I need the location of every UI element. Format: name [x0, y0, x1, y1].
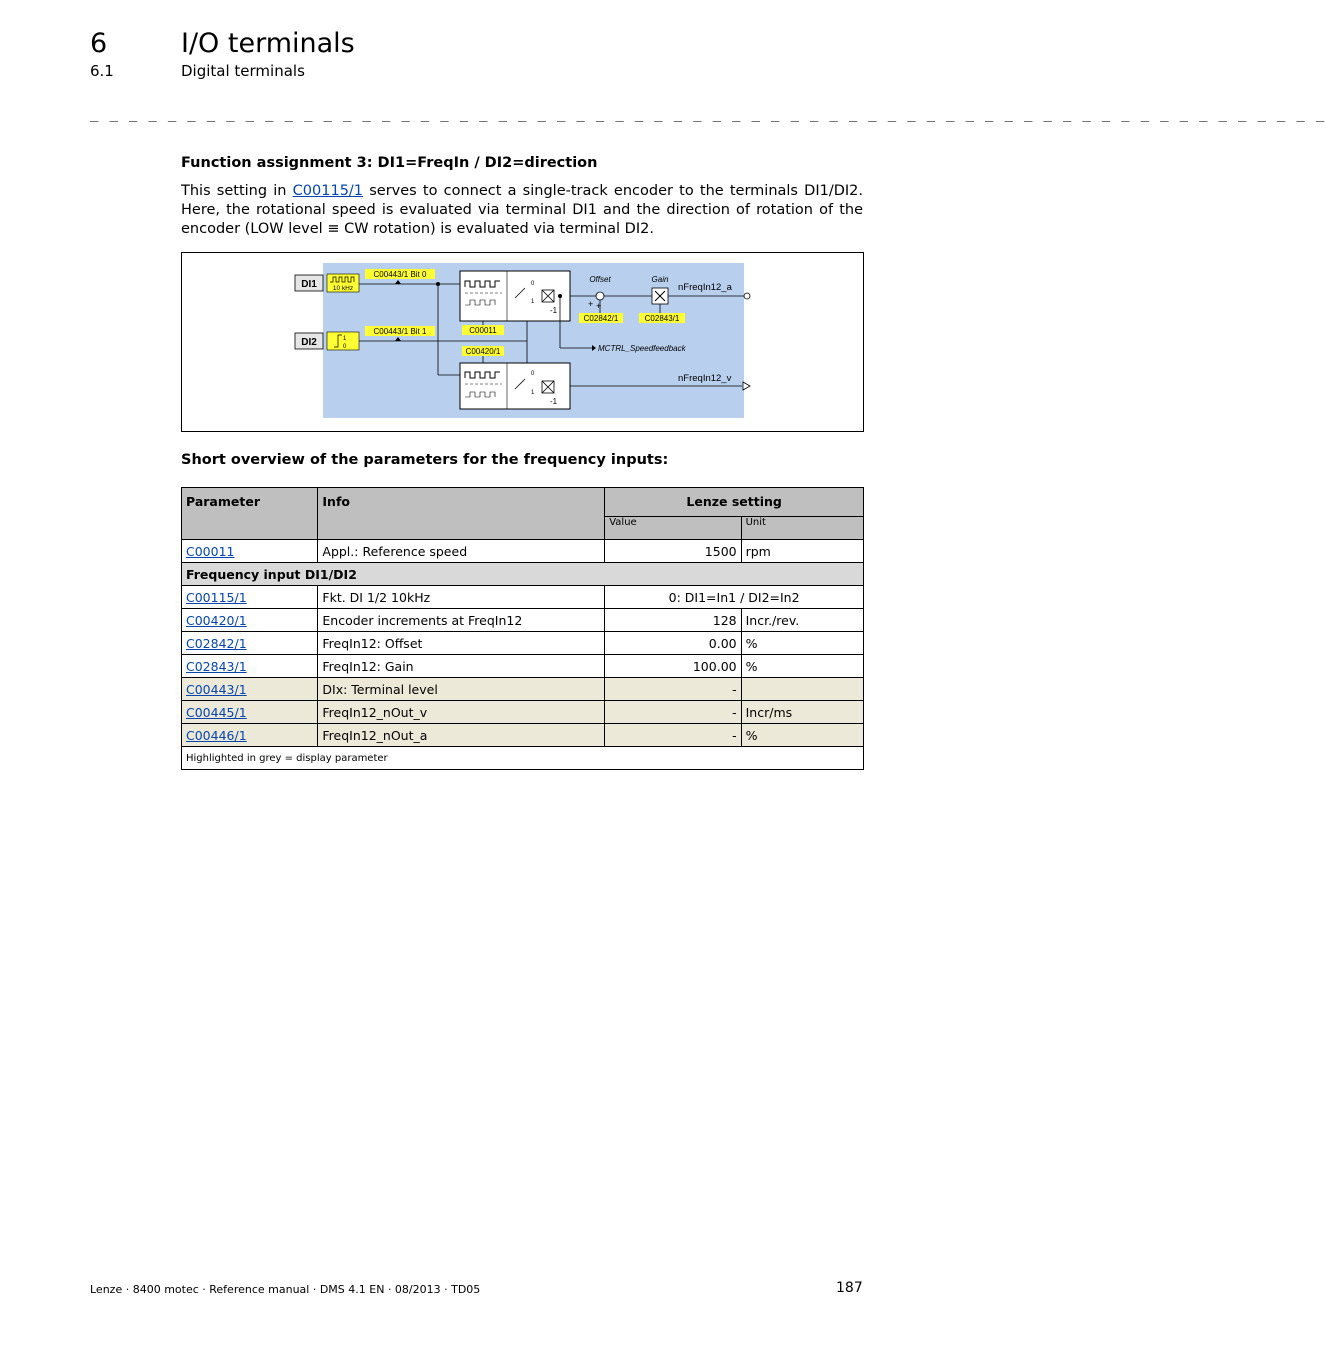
col-parameter: Parameter [182, 488, 318, 540]
param-value: 0: DI1=In1 / DI2=In2 [605, 586, 864, 609]
out-v-port [743, 382, 750, 390]
param-info: FreqIn12: Offset [318, 632, 605, 655]
block-a-sw1: 1 [531, 299, 535, 305]
group-label: Frequency input DI1/DI2 [182, 563, 864, 586]
param-value: 0.00 [605, 632, 741, 655]
c02842-label: C02842/1 [583, 314, 619, 323]
param-unit [741, 678, 863, 701]
di1-label: DI1 [301, 279, 317, 290]
out-v-label: nFreqIn12_v [678, 373, 732, 384]
param-link[interactable]: C02842/1 [186, 635, 247, 651]
c00011-label: C00011 [469, 326, 497, 335]
offset-summer [596, 292, 604, 300]
para-prefix: This setting in [181, 183, 293, 199]
chapter-title: I/O terminals [181, 28, 355, 59]
out-a-port [744, 293, 750, 299]
param-link[interactable]: C00115/1 [186, 589, 247, 605]
param-info: FreqIn12_nOut_v [318, 701, 605, 724]
c02843-label: C02843/1 [644, 314, 680, 323]
block-a-minus1: -1 [550, 306, 558, 315]
param-link[interactable]: C00011 [186, 543, 235, 559]
bit1-label: C00443/1 Bit 1 [373, 327, 427, 336]
description-paragraph [181, 182, 863, 239]
table-row [182, 609, 864, 632]
param-value: - [605, 701, 741, 724]
param-unit: % [741, 724, 863, 747]
param-info: Encoder increments at FreqIn12 [318, 609, 605, 632]
param-value: 128 [605, 609, 741, 632]
param-link[interactable]: C00446/1 [186, 727, 247, 743]
block-v-minus1: -1 [550, 397, 558, 406]
param-link[interactable]: C02843/1 [186, 658, 247, 674]
gain-label: Gain [651, 275, 669, 284]
section-title: Digital terminals [181, 62, 305, 80]
param-info: FreqIn12_nOut_a [318, 724, 605, 747]
di2-level-hi: 1 [343, 336, 347, 342]
param-link[interactable]: C00443/1 [186, 681, 247, 697]
table-footnote: Highlighted in grey = display parameter [182, 747, 864, 770]
table-row [182, 586, 864, 609]
param-unit: % [741, 655, 863, 678]
col-info: Info [318, 488, 605, 540]
chapter-number: 6 [90, 28, 108, 59]
parameter-overview-heading: Short overview of the parameters for the frequency inputs: [181, 452, 669, 468]
frequency-input-diagram [181, 252, 864, 432]
speedfeedback-label: MCTRL_Speedfeedback [598, 344, 686, 353]
param-unit: Incr./rev. [741, 609, 863, 632]
block-v-sw1: 1 [531, 390, 535, 396]
param-link[interactable]: C00445/1 [186, 704, 247, 720]
param-value: - [605, 724, 741, 747]
param-unit: Incr/ms [741, 701, 863, 724]
para-suffix: serves to connect a single-track encoder to the terminals DI1/DI2. Here, the rotational speed is evaluated via terminal DI1 and the direction of rotation of the encoder (LOW level ≡ CW rotation) is evaluated via terminal DI2. [181, 183, 863, 237]
param-value: 1500 [605, 540, 741, 563]
col-value: Value [605, 517, 741, 540]
col-lenze-setting: Lenze setting [605, 488, 864, 517]
table-row [182, 678, 864, 701]
function-assignment-heading: Function assignment 3: DI1=FreqIn / DI2=direction [181, 155, 598, 171]
header-separator: _ _ _ _ _ _ _ _ _ _ _ _ _ _ _ _ _ _ _ _ _ _ _ _ _ _ _ _ _ _ _ _ _ _ _ _ _ _ _ _ _ _ _ _ _ _ _ _ _ _ _ _ _ _ _ _ _ _ _ _ _ _ _ _ [90, 106, 1326, 122]
footer-text: Lenze · 8400 motec · Reference manual · DMS 4.1 EN · 08/2013 · TD05 [90, 1283, 481, 1296]
section-number: 6.1 [90, 62, 114, 80]
param-value: 100.00 [605, 655, 741, 678]
parameter-table [181, 487, 864, 770]
table-row [182, 632, 864, 655]
param-value: - [605, 678, 741, 701]
param-unit: % [741, 632, 863, 655]
param-link[interactable]: C00420/1 [186, 612, 247, 628]
table-group-row [182, 563, 864, 586]
summer-plus-1: + [588, 299, 594, 309]
param-info: DIx: Terminal level [318, 678, 605, 701]
table-row [182, 540, 864, 563]
c00420-label: C00420/1 [465, 347, 501, 356]
block-a-sw0: 0 [531, 281, 535, 287]
param-info: Appl.: Reference speed [318, 540, 605, 563]
param-info: Fkt. DI 1/2 10kHz [318, 586, 605, 609]
bit0-label: C00443/1 Bit 0 [373, 270, 427, 279]
di2-level-lo: 0 [343, 344, 347, 350]
c00115-link[interactable]: C00115/1 [292, 183, 364, 199]
offset-label: Offset [589, 275, 611, 284]
block-v-sw0: 0 [531, 371, 535, 377]
di1-freq-text: 10 kHz [332, 285, 354, 292]
param-info: FreqIn12: Gain [318, 655, 605, 678]
out-a-label: nFreqIn12_a [678, 282, 732, 293]
table-row [182, 655, 864, 678]
table-row [182, 701, 864, 724]
table-row [182, 724, 864, 747]
page-number: 187 [836, 1280, 863, 1296]
col-unit: Unit [741, 517, 863, 540]
di2-label: DI2 [301, 337, 317, 348]
summer-plus-2: + [596, 301, 602, 311]
param-unit: rpm [741, 540, 863, 563]
